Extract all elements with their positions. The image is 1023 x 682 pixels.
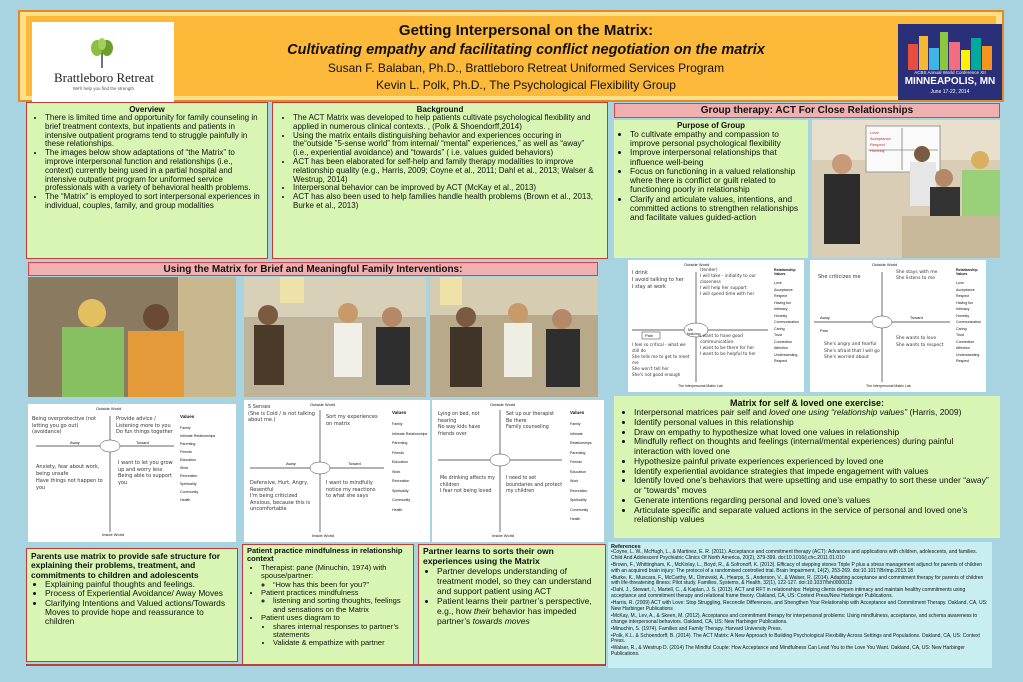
parents-heading: Parents use matrix to provide safe structure for explaining their problems, treatment, and commitments to children and adolescents [31,551,220,580]
self-item: • Identify personal values in this relationship [634,418,994,428]
list-line: I fear not being loved [440,489,492,494]
list-line: Be there [506,418,527,424]
partner-item-italic: towards moves [472,616,530,627]
list-line: Caring [774,326,785,331]
self-item-text: (Harris, 2009) [907,407,962,417]
list-line: She's afraid that I will go [824,348,880,354]
partner-item: • Partner develops understanding of treatment model, so they can understand and support patient using ACT [437,566,601,596]
conference-city: MINNEAPOLIS, MN [904,76,996,87]
matrix-values-heading: Values [180,414,195,419]
matrix-inside-label: Inside World [102,532,125,537]
family-photo-1 [28,277,236,397]
list-line: Respect [956,359,970,363]
list-line: Intimate Relationships [570,431,592,445]
matrix-outside-label: Outside World [684,262,710,267]
list-line: Family counseling [506,425,549,430]
patient-subitem: • shares internal responses to partner’s statements [273,623,409,640]
poster-header [18,10,1004,102]
matrix-noticing-label: Noticing [687,332,700,336]
list-line: She stays with me [896,270,938,275]
list-line: I want to be there for her [700,346,755,351]
self-item: • Draw on empathy to hypothesize what loved one values in relationship [634,428,994,438]
references-list [611,550,989,658]
header-inner [26,16,996,96]
list-line: Family [570,422,581,426]
list-line: Trust [774,333,783,337]
reference-item: •Polk, K.L. & Schoendorff, B. (2014). The ACT Matrix: A New Approach to Building Psychological Flexibility Across Settings and Populations. Oakland, CA, US: Context Press. [611,632,980,645]
partner-item-text: behavior has impeded partner’s [437,606,577,627]
relationship-matrix-1 [628,260,804,392]
logo-name: Brattleboro Retreat [54,70,154,85]
poster-subtitle: Cultivating empathy and facilitating conflict negotiation on the matrix [287,42,765,58]
patient-item [261,614,409,648]
parents-item: • Process of Experiential Avoidance/ Away Moves [45,589,233,598]
self-item: • Generate intentions regarding personal and loved one’s values [634,496,994,506]
handwriting-block [700,268,766,298]
handwriting-block [118,460,176,486]
list-line: Set up our therapist [506,412,555,417]
references-panel [608,542,992,668]
list-line: Health [392,507,403,512]
list-line: Intimate Relationships [392,431,428,436]
purpose-panel [614,120,808,258]
reference-item: •Dahl, J., Stewart, I., Martell, C., & Kaplan, J. S. (2013). ACT and RFT in relationships: Helping clients deepen intimacy and maintain healthy commitments using acceptance and commitment therapy and relational frame theory. Oakland, CA, US: Context Press/New Harbinger Publications. [611,587,966,600]
list-line: Having fun [774,300,792,305]
list-line: Community [392,498,411,502]
svg-text:Honesty: Honesty [870,148,885,153]
handwriting-block [248,404,316,424]
list-line: Connection [956,339,975,344]
matrix-away-label: Away [820,315,830,320]
handwriting-block [440,476,498,496]
matrix-toward-label: Toward [136,440,149,445]
list-line: Community [180,490,199,494]
list-line: Education [570,469,586,474]
list-line: She's not good enough [632,372,681,377]
list-line: Respect [774,294,788,298]
purpose-heading: Purpose of Group [677,121,745,130]
family-photo-3 [430,277,598,397]
self-heading: Matrix for self & loved one exercise: [729,398,885,408]
list-line: Have things not happen to you [36,478,103,491]
list-line: She tells me to get to meet me [632,354,690,365]
matrix-footer: The Interpersonal Matrix Lab [866,384,911,388]
partner-heading: Partner learns to sorts their own experiences using the Matrix [423,546,554,566]
list-line: Defensive, Hurt, Angry, Resentful [250,480,309,493]
list-line: I'm being criticized [250,493,298,499]
list-line: I will help her support [700,286,747,291]
list-line: Recreation [392,479,410,483]
list-line: I want to be helpful to her [700,352,756,357]
handwriting-block [32,416,106,436]
list-line: Intimacy [956,307,970,311]
list-line: Affection [774,346,788,350]
matrix-toward-label: Toward [348,461,361,466]
list-line: I drink [632,270,648,276]
handwriting-block [632,342,694,378]
parents-panel [26,548,238,662]
list-line: Health [180,498,191,502]
handwriting-block [700,334,766,358]
list-line: Love [774,281,782,285]
brattleboro-logo [32,22,174,102]
list-line: Education [392,460,408,464]
list-line: Family [180,426,191,430]
relationship-matrix-2 [810,260,986,392]
conference-dates: June 17-22, 2014 [930,89,970,95]
list-line: I stay at work [632,284,666,290]
list-line: Spirituality [180,482,197,486]
list-line: She won't tell her [632,366,669,371]
purpose-item: • Focus on functioning in a valued relationship where there is conflict or guilt related to functioning poorly in relationship [630,167,806,195]
patient-subitem: ◦ “How has this been for you?” [273,581,409,589]
list-line: Intimate Relationships [180,434,216,438]
list-line: She's worried about [824,355,869,360]
handwriting-block [818,274,878,280]
matrix-values-list [570,420,604,525]
patient-panel [242,544,414,666]
tree-logo-icon [88,38,116,68]
family-photo-2 [244,277,426,397]
list-line: Connection [774,339,793,344]
list-line: Being able to support you [118,473,172,486]
list-line: Anxious, because this is uncomfortable [250,499,311,512]
family-matrix-2 [244,400,430,542]
list-line: Honesty [956,313,970,318]
conference-logo [898,24,1002,100]
list-line: Respect [774,359,788,363]
matrix-values-heading: Relationship Values [774,268,796,276]
handwriting-block [506,412,564,432]
self-item-text: Interpersonal matrices pair self and [634,407,770,417]
patient-subitem: ◦ listening and sorting thoughts, feelings and sensations on the Matrix [273,597,409,614]
list-line: Education [180,458,196,462]
matrix-pain-label: Pain [820,328,829,333]
list-line: Acceptance [774,287,793,292]
matrix-values-list [774,280,802,365]
list-line: I want to mindfully notice my reactions to what she says [326,480,376,499]
list-line: Family [392,422,403,426]
family-matrix-1 [28,404,236,542]
background-item: • The ACT Matrix was developed to help patients cultivate psychological flexibility and applied in numerous clinical contexts. , (Polk & Shoendorff,2014) [293,114,601,132]
reference-item: •Harris, R. (2009) ACT with Love: Stop Struggling, Reconcile Differences, and Strengthen Your Relationship with Acceptance and Commitment Therapy. Oakland, CA, US: New Harbinger Publications [611,600,988,613]
list-line: Acceptance [956,287,975,292]
list-line: Communication [774,320,799,324]
matrix-toward-label: Toward [910,315,923,320]
handwriting-block [326,480,382,500]
background-item: • Using the matrix entails distinguishing behavior and experiences occuring in the“outside ”5-sense world” from internal/ “mental” experiences,” as well as “away” (i.e., experiential avoidance) and “towards” ( i.e. values guided behaviors) [293,132,601,158]
list-line: She wants to love [896,336,937,341]
overview-item: • There is limited time and opportunity for family counseling in brief treatment contexts, but inpatients and patients in intensive outpatient programs tend to struggle painfully in these relationships. [45,114,263,149]
family-matrix-3 [432,400,604,542]
list-line: Understanding [774,352,798,357]
references-heading: References [611,544,641,550]
matrix-values-heading: Values [392,410,407,415]
list-line: I want to have good communication [700,334,743,345]
list-line: (She is Cold / is not talking about me.) [248,410,315,423]
handwriting-block [116,416,176,436]
partner-panel [418,544,606,666]
group-therapy-band: Group therapy: ACT For Close Relationships [614,103,1000,118]
handwriting-block [896,270,950,282]
matrix-values-heading: Relationship Values [956,268,978,276]
matrix-outside-label: Outside World [872,262,898,267]
list-line: Health [570,517,581,521]
matrix-inside-label: Inside World [312,533,335,538]
matrix-outside-label: Outside World [490,402,516,407]
reference-item: •Minuchin, S. (1974). Families and Family Therapy. Harvard University Press. [611,625,783,632]
partner-item-italic: their [473,606,491,617]
list-line: I will spend time with her [700,292,755,297]
purpose-item: • Clarify and articulate values, intentions, and committed actions to strengthen relationships and facilitate values guided-action [630,195,806,223]
list-line: Parenting [392,441,408,445]
reference-item: •Coyne, L. W., McHugh, L., & Martinez, E. R. (2011). Acceptance and commitment therapy (ACT): Advances and applications with children, adolescents, and families. Child And Adolescent Psychiatric Clinics Of North America, 20(2), 379-399. doi:10.1016/j.chc.2011.01.010 [611,549,977,561]
poster-title: Getting Interpersonal on the Matrix: [398,22,654,39]
list-line: She's angry and fearful [824,342,877,347]
list-line: Community [570,507,589,512]
patient-item [261,564,409,589]
matrix-outside-label: Outside World [96,406,122,411]
list-line: She wants to respect [896,342,944,348]
self-item: • Identify experiential avoidance strategies that impede engagement with values [634,467,994,477]
list-line: Affection [956,346,970,350]
list-line: Honesty [774,313,788,318]
handwriting-block [326,414,382,427]
list-line: Anxiety, fear about work, being unsafe [36,464,100,477]
list-line: Trust [956,333,965,337]
reference-item: •Brown, F., Whittingham, K., McKinlay, L., Boyd, R., & Sofronoff, K. (2013). Efficacy of stepping stones Triple P plus a stress management adjunct for parents of children with an acquired brain injury: The protocol of a randomised controlled trial. Brain Impairment, 14(2), 253-269. doi:10.1017/BrImp.2013.18 [611,561,983,574]
self-loved-one-panel [614,396,1000,538]
list-line: Spirituality [392,488,409,493]
list-line: I will take - initiality to our closeness [700,274,757,285]
self-item: • Mindfully reflect on thoughts and feelings (internal/mental experiences) during painful interaction with loved one [634,437,994,457]
self-item: • Articulate specific and separate valued actions in the service of personal and loved one’s relationship values [634,506,994,526]
background-heading: Background [416,105,464,114]
bottom-divider [26,664,606,666]
partner-item [437,596,601,626]
list-line: (tender) [700,268,718,273]
overview-heading: Overview [129,105,165,114]
handwriting-block [36,464,108,492]
matrix-me-label: Me [688,328,693,332]
patient-subitem: • Validate & empathize with partner [273,639,409,647]
list-line: Communication [956,320,981,324]
list-line: Sort my experiences on matrix [326,414,378,427]
list-line: Having fun [956,300,974,305]
patient-item-text: Patient practices mindfulness [261,587,359,597]
svg-text:Love: Love [870,130,879,135]
handwriting-block [632,270,692,291]
matrix-values-list [180,424,230,504]
background-item: • Interpersonal behavior can be improved by ACT (McKay et al., 2013) [293,184,601,193]
matrix-values-heading: Values [570,410,585,415]
handwriting-block [896,336,950,349]
reference-item: •Burke, K., Muscara, F., McCarthy, M., Dimovski, A., Hearps, S., Anderson, V., & Walser, R. (2014). Adapting acceptance and commitment therapy for parents of children with life-threatening illness: Pilot study. Families, Systems, & Health, 32(1), 122-127. doi:10.1037/fsh0000012 [611,574,984,587]
matrix-values-list [392,420,428,515]
family-interventions-band: Using the Matrix for Brief and Meaningful Family Interventions: [28,262,598,276]
list-line: (avoidance) [32,429,62,435]
list-line: Friends [570,460,582,464]
svg-text:Respect: Respect [870,142,885,147]
list-line: Me drinking affects my children [440,476,495,488]
list-line: Work [570,479,579,483]
list-line: Lying on bed, not hearing [438,412,480,424]
list-line: Caring [956,326,967,331]
background-item: • ACT has been elaborated for self-help and family therapy modalities to improve relationship quality (e.g., Harris, 2009; Coyne et al., 2011; Dahl et al., 2013; Walser & Westrup, 2014) [293,158,601,184]
author-line-2: Kevin L. Polk, Ph.D., The Psychological Flexibility Group [376,78,676,92]
list-line: Parenting [180,442,196,446]
list-line: Intimacy [774,307,788,311]
parents-item: • Clarifying Intentions and Valued actions/Towards Moves to provide hope and reassurance to children [45,599,233,627]
list-line: She listens to me [896,276,936,281]
list-line: Recreation [180,474,198,478]
list-line: Understanding [956,352,980,357]
purpose-item: • Improve interpersonal relationships that influence well-being [630,148,806,166]
patient-heading: Patient practice mindfulness in relationship context [247,546,403,564]
list-line: I avoid talking to her [632,277,684,283]
self-item: • Identify loved one’s behaviors that were upsetting and use empathy to sort these under “away” or “towards” moves [634,476,994,496]
purpose-item: • To cultivate empathy and compassion to improve personal psychological flexibility [630,130,806,148]
logo-tagline: We'll help you find the strength. [72,86,136,91]
list-line: Parenting [570,450,586,455]
matrix-away-label: Away [70,440,80,445]
list-line: Work [180,466,189,470]
reference-item: •Walser, R., & Westrup D. (2014) The Mindful Couple: How Acceptance and Mindfulness Can Lead You to the Love You Want. Oakland, CA, US: New Harbinger Publications. [611,645,965,658]
list-line: Spirituality [570,498,587,502]
background-panel [272,102,608,259]
conference-name: ACBS Annual World Conference XII [914,70,986,75]
matrix-values-list [956,280,984,365]
matrix-footer: The Interpersonal Matrix Lab [678,384,723,388]
patient-item-text: Therapist: pane (Minuchin, 1974) with spouse/partner: [261,562,387,581]
self-item: • Hypothesize painful private experiences experienced by loved one [634,457,994,467]
matrix-outside-label: Outside World [310,402,336,407]
handwriting-block [824,342,880,362]
list-line: Do fun things together [116,429,173,435]
handwriting-block [506,476,564,496]
list-line: Work [392,469,401,474]
list-line: Friends [180,450,192,454]
group-therapy-photo [812,120,1000,258]
background-item: • ACT has also been used to help families handle health problems (Brown et al., 2013, Burke et al., 2013) [293,193,601,211]
list-line: She criticizes me [818,274,861,280]
list-line: Provide advice / Listening more to you [116,416,171,429]
list-line: 5 Senses [248,404,271,410]
handwriting-block [250,480,318,513]
list-line: No way kids have friends over [438,425,481,437]
handwriting-block [438,412,498,438]
patient-item [261,589,409,614]
patient-item-text: Patient uses diagram to [261,613,340,623]
partner-item-text: Patient learns their partner’s perspective, e.g., how [437,596,592,617]
list-line: Being overprotective (not letting you go out) [32,416,97,429]
parents-item: • Explaining painful thoughts and feelings. [45,580,233,589]
reference-item: •McKay, M., Lev, A., & Skeen, M. (2012). Acceptance and commitment therapy for interpersonal problems: Using mindfulness, acceptance, and schema awareness to change interpersonal behaviors. Oakland, CA, US: New Harbinger Publications. [611,612,978,625]
self-item-italic: loved one using “relationship values” [769,407,908,417]
matrix-inside-label: Inside World [492,533,515,538]
author-line-1: Susan F. Balaban, Ph.D., Brattleboro Retreat Uniformed Services Program [327,61,725,75]
list-line: Love [956,281,964,285]
list-line: I need to set boundaries and protect my children [506,476,563,494]
svg-text:Acceptance: Acceptance [870,136,891,141]
list-line: Friends [392,450,404,455]
overview-item: • The images below show adaptations of “the Matrix” to improve interpersonal function and relationships (i.e., context) currently being used in a partial hospital and intensive outpatient program for uniformed service professionals with a variety of behavioral health problems. [45,149,263,193]
list-line: Recreation [570,488,588,493]
list-line: Respect [956,294,970,298]
skyline-icon [906,30,994,70]
matrix-away-label: Away [286,461,296,466]
overview-item: • The “Matrix” is employed to sort interpersonal experiences in individual, couples, family, and group modalities [45,193,263,211]
title-block [176,18,876,92]
list-line: I want to let you grow up and worry less [118,460,173,473]
matrix-pain-label: Pain [645,333,654,338]
list-line: I feel so critical - what we still do [632,342,686,353]
overview-panel [26,102,268,259]
